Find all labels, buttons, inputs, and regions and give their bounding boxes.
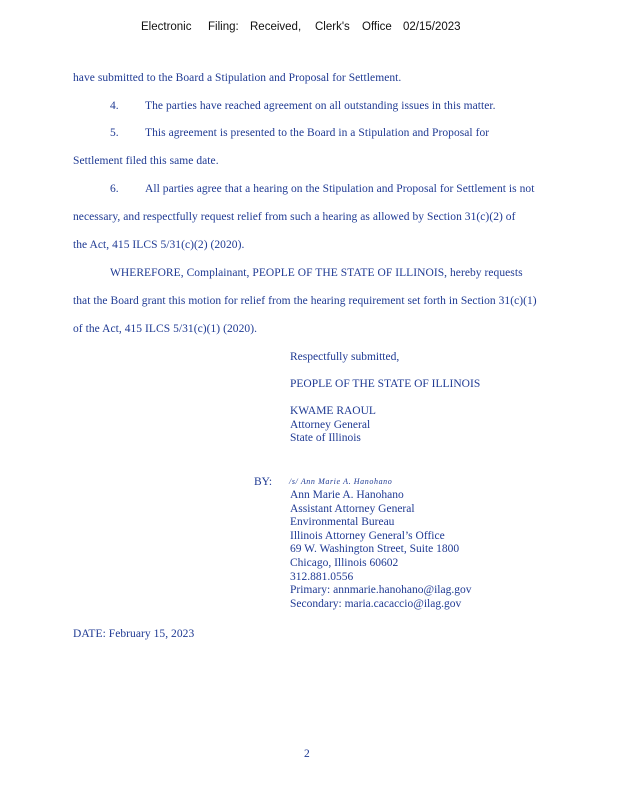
bureau-name: Environmental Bureau (290, 516, 395, 529)
ag-name: KWAME RAOUL (290, 405, 376, 417)
header-filing: Filing: (208, 21, 239, 33)
electronic-filing-header (0, 21, 618, 105)
office-name: Illinois Attorney General’s Office (290, 529, 445, 542)
item-6-continuation-2: the Act, 415 ILCS 5/31(c)(2) (2020). (73, 239, 245, 251)
header-received: Received, (250, 21, 302, 33)
page-number: 2 (304, 748, 310, 760)
phone-number: 312.881.0556 (290, 570, 354, 583)
item-6-text: All parties agree that a hearing on the Stipulation and Proposal for Settlement is not (145, 183, 535, 195)
header-date: 02/15/2023 (403, 21, 461, 33)
address-line-2: Chicago, Illinois 60602 (290, 556, 399, 569)
secondary-email: Secondary: maria.cacaccio@ilag.gov (290, 597, 462, 610)
header-clerks: Clerk's (315, 21, 350, 33)
primary-email: Primary: annmarie.hanohano@ilag.gov (290, 584, 472, 597)
header-office: Office (362, 21, 392, 33)
attorney-contact-block (290, 489, 471, 611)
item-5-continuation: Settlement filed this same date. (73, 155, 219, 167)
party-name: PEOPLE OF THE STATE OF ILLINOIS (290, 378, 481, 390)
item-4-number: 4. (110, 100, 119, 112)
ag-state: State of Illinois (290, 432, 361, 445)
item-5-number: 5. (110, 127, 119, 139)
date-line: DATE: February 15, 2023 (73, 628, 195, 640)
by-label: BY: (254, 476, 273, 488)
electronic-signature: /s/ Ann Marie A. Hanohano (289, 477, 393, 486)
header-electronic: Electronic (141, 21, 192, 33)
attorney-general-block (290, 405, 376, 446)
item-6-number: 6. (110, 183, 119, 195)
attorney-title: Assistant Attorney General (290, 502, 415, 515)
attorney-name: Ann Marie A. Hanohano (290, 489, 404, 501)
wherefore-continuation-2: of the Act, 415 ILCS 5/31(c)(1) (2020). (73, 323, 257, 335)
paragraph-continuation: have submitted to the Board a Stipulation and Proposal for Settlement. (73, 72, 402, 84)
item-6-continuation-1: necessary, and respectfully request relief from such a hearing as allowed by Section 31(c)(2) of (73, 211, 516, 223)
respectfully-submitted: Respectfully submitted, (290, 351, 400, 363)
wherefore-continuation-1: that the Board grant this motion for relief from the hearing requirement set forth in Section 31(c)(1) (73, 295, 537, 307)
item-4-text: The parties have reached agreement on all outstanding issues in this matter. (145, 100, 496, 112)
item-5-text: This agreement is presented to the Board in a Stipulation and Proposal for (145, 127, 490, 139)
wherefore-clause: WHEREFORE, Complainant, PEOPLE OF THE STATE OF ILLINOIS, hereby requests (110, 267, 523, 279)
address-line-1: 69 W. Washington Street, Suite 1800 (290, 543, 460, 556)
ag-title: Attorney General (290, 418, 371, 431)
